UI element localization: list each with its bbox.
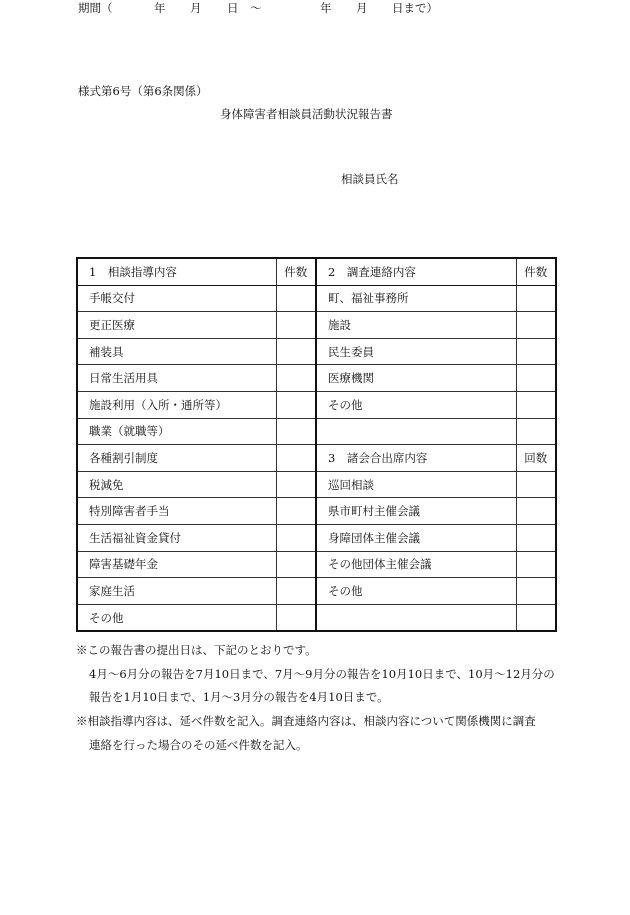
table-row bbox=[77, 312, 556, 339]
count-cell[interactable] bbox=[276, 338, 316, 365]
count-cell[interactable] bbox=[276, 551, 316, 578]
table-row bbox=[77, 578, 556, 605]
period-row bbox=[0, 0, 630, 14]
table-row bbox=[77, 471, 556, 498]
table-row bbox=[77, 391, 556, 418]
count-cell[interactable] bbox=[516, 285, 556, 312]
meeting-item: 身障団体主催会議 bbox=[316, 524, 516, 551]
table-row bbox=[77, 604, 556, 631]
count-cell[interactable] bbox=[276, 312, 316, 339]
count-cell[interactable] bbox=[516, 365, 556, 392]
blank-cell bbox=[316, 418, 516, 445]
times-cell[interactable] bbox=[516, 578, 556, 605]
meeting-item: その他団体主催会議 bbox=[316, 551, 516, 578]
note-line: 連絡を行った場合のその延べ件数を記入。 bbox=[89, 738, 308, 752]
consultation-item: 障害基礎年金 bbox=[77, 551, 276, 578]
meeting-item: 巡回相談 bbox=[316, 471, 516, 498]
table-row bbox=[77, 551, 556, 578]
consultation-item: 施設利用（入所・通所等） bbox=[77, 391, 276, 418]
count-header: 件数 bbox=[516, 258, 556, 285]
count-cell[interactable] bbox=[276, 471, 316, 498]
times-cell[interactable] bbox=[516, 551, 556, 578]
meeting-attendance-header: 3 諸会合出席内容 bbox=[316, 445, 516, 472]
times-cell[interactable] bbox=[516, 498, 556, 525]
count-cell[interactable] bbox=[276, 578, 316, 605]
table-row bbox=[77, 338, 556, 365]
count-header: 件数 bbox=[276, 258, 316, 285]
count-cell[interactable] bbox=[516, 391, 556, 418]
form-number: 様式第6号（第6条関係） bbox=[78, 84, 208, 98]
note-line: ※この報告書の提出日は、下記のとおりです。 bbox=[76, 643, 317, 657]
period-label: 期間（ bbox=[78, 1, 113, 15]
count-cell[interactable] bbox=[276, 524, 316, 551]
period-start-day: 日 bbox=[227, 1, 239, 15]
contact-item: 民生委員 bbox=[316, 338, 516, 365]
contact-item: その他 bbox=[316, 391, 516, 418]
consultation-item: 家庭生活 bbox=[77, 578, 276, 605]
table-row bbox=[77, 445, 556, 472]
meeting-item: 県市町村主催会議 bbox=[316, 498, 516, 525]
consultation-item: 税減免 bbox=[77, 471, 276, 498]
blank-cell bbox=[316, 604, 516, 631]
activity-report-table bbox=[76, 257, 557, 632]
document-title: 身体障害者相談員活動状況報告書 bbox=[220, 107, 393, 121]
count-cell[interactable] bbox=[276, 445, 316, 472]
investigation-contact-header: 2 調査連絡内容 bbox=[316, 258, 516, 285]
blank-count-cell bbox=[516, 604, 556, 631]
consultation-item: 手帳交付 bbox=[77, 285, 276, 312]
count-cell[interactable] bbox=[276, 365, 316, 392]
consultation-item: 更正医療 bbox=[77, 312, 276, 339]
period-end-day: 日まで） bbox=[392, 1, 438, 15]
period-start-month: 月 bbox=[190, 1, 202, 15]
times-cell[interactable] bbox=[516, 471, 556, 498]
note-line: 報告を1月10日まで、1月〜3月分の報告を4月10日まで。 bbox=[89, 690, 389, 704]
note-line: 4月〜6月分の報告を7月10日まで、7月〜9月分の報告を10月10日まで、10月〜12月分の bbox=[89, 667, 555, 681]
contact-item: 町、福祉事務所 bbox=[316, 285, 516, 312]
times-header: 回数 bbox=[516, 445, 556, 472]
consultation-item: 各種割引制度 bbox=[77, 445, 276, 472]
period-end-month: 月 bbox=[356, 1, 368, 15]
period-tilde: 〜 bbox=[250, 1, 262, 15]
contact-item: 施設 bbox=[316, 312, 516, 339]
table-row bbox=[77, 285, 556, 312]
count-cell[interactable] bbox=[516, 338, 556, 365]
table-row bbox=[77, 524, 556, 551]
period-start-year: 年 bbox=[154, 1, 166, 15]
consultation-item: 日常生活用具 bbox=[77, 365, 276, 392]
table-row bbox=[77, 418, 556, 445]
consultation-item: その他 bbox=[77, 604, 276, 631]
consultation-item: 特別障害者手当 bbox=[77, 498, 276, 525]
contact-item: 医療機関 bbox=[316, 365, 516, 392]
count-cell[interactable] bbox=[276, 418, 316, 445]
count-cell[interactable] bbox=[276, 391, 316, 418]
meeting-item: その他 bbox=[316, 578, 516, 605]
table-row bbox=[77, 365, 556, 392]
blank-count-cell bbox=[516, 418, 556, 445]
note-line: ※相談指導内容は、延べ件数を記入。調査連絡内容は、相談内容について関係機関に調査 bbox=[76, 714, 536, 728]
count-cell[interactable] bbox=[276, 285, 316, 312]
period-end-year: 年 bbox=[320, 1, 332, 15]
count-cell[interactable] bbox=[516, 312, 556, 339]
counselor-name-label: 相談員氏名 bbox=[341, 172, 399, 186]
count-cell[interactable] bbox=[276, 604, 316, 631]
consultation-guidance-header: 1 相談指導内容 bbox=[77, 258, 276, 285]
consultation-item: 職業（就職等） bbox=[77, 418, 276, 445]
table-header-row bbox=[77, 258, 556, 285]
times-cell[interactable] bbox=[516, 524, 556, 551]
consultation-item: 生活福祉資金貸付 bbox=[77, 524, 276, 551]
table-row bbox=[77, 498, 556, 525]
consultation-item: 補装具 bbox=[77, 338, 276, 365]
count-cell[interactable] bbox=[276, 498, 316, 525]
